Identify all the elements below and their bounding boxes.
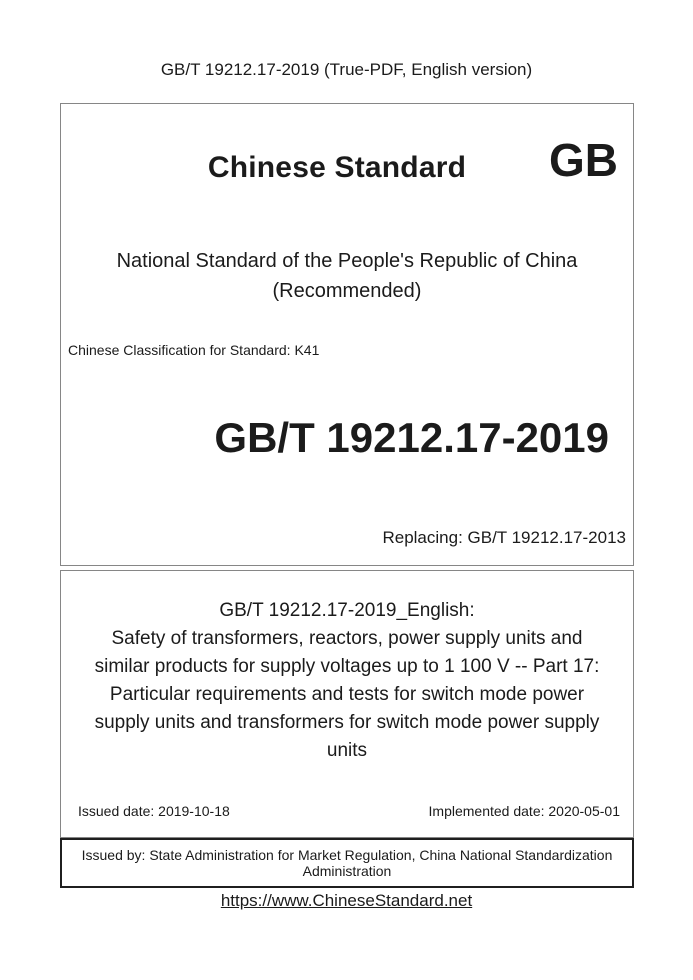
brand-title: Chinese Standard	[207, 151, 467, 184]
dates-row	[61, 803, 633, 819]
national-standard-line: National Standard of the People's Republic of China	[116, 250, 578, 272]
standard-number: GB/T 19212.17-2019	[214, 414, 609, 461]
issuer-line: Administration	[302, 863, 392, 879]
issuer-box	[60, 838, 634, 888]
title-box	[60, 570, 634, 838]
replacing-line: Replacing: GB/T 19212.17-2013	[382, 528, 626, 547]
english-title-line: supply units and transformers for switch mode power supply	[94, 712, 600, 733]
english-title-line: units	[326, 740, 368, 761]
implemented-date: Implemented date: 2020-05-01	[428, 803, 620, 819]
gb-logo: GB	[549, 134, 618, 186]
english-title-line: similar products for supply voltages up to 1 100 V -- Part 17:	[94, 656, 600, 677]
english-title-line: Safety of transformers, reactors, power supply units and	[111, 628, 583, 649]
issued-date: Issued date: 2019-10-18	[78, 803, 230, 819]
document-header: GB/T 19212.17-2019 (True-PDF, English version)	[160, 60, 533, 79]
cover-box	[60, 103, 634, 566]
footer-bar	[0, 891, 693, 911]
recommended-line: (Recommended)	[272, 280, 422, 302]
english-title-line: GB/T 19212.17-2019_English:	[219, 600, 475, 621]
footer-link[interactable]: https://www.ChineseStandard.net	[220, 891, 473, 910]
classification-line: Chinese Classification for Standard: K41	[68, 342, 320, 358]
issuer-line: Issued by: State Administration for Market Regulation, China National Standardization	[81, 846, 613, 863]
english-title	[61, 597, 633, 765]
english-title-line: Particular requirements and tests for switch mode power	[109, 684, 585, 705]
